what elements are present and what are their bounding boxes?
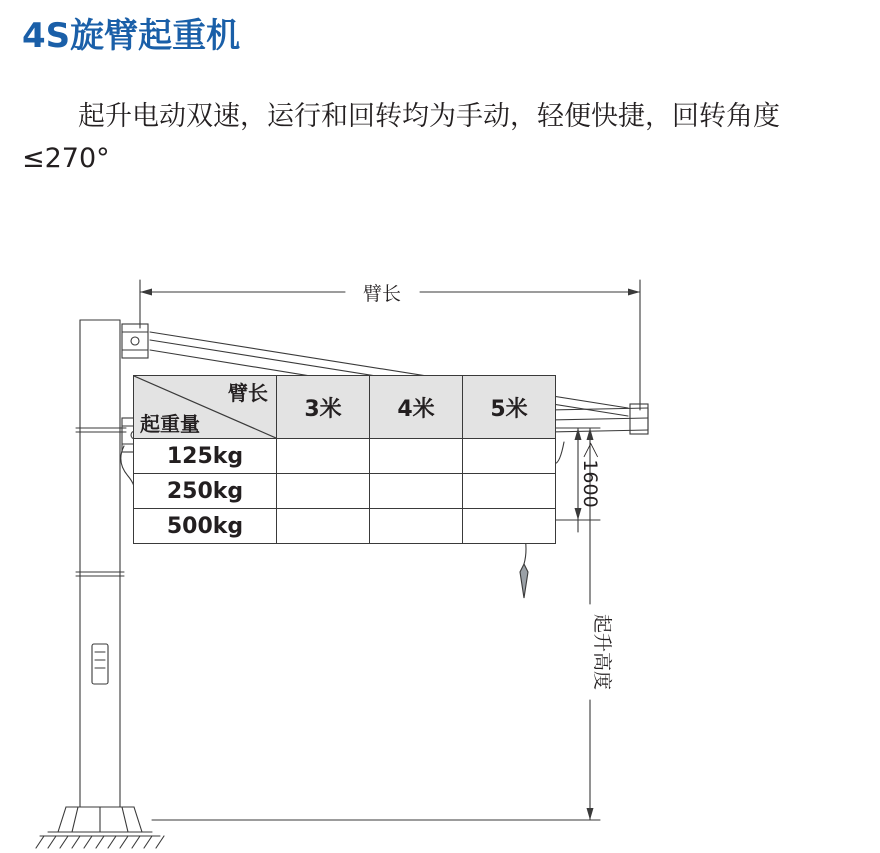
product-description: 起升电动双速，运行和回转均为手动，轻便快捷，回转角度≤270° — [22, 101, 780, 174]
dimension-hook-height-label: ＜1600 — [579, 440, 601, 508]
column-header-4m: 4米 — [370, 376, 463, 439]
cell-125kg-3m — [277, 439, 370, 474]
table-row — [134, 509, 556, 544]
table-row — [134, 439, 556, 474]
cell-125kg-5m — [463, 439, 556, 474]
row-header-250kg: 250kg — [134, 474, 277, 509]
column-header-5m: 5米 — [463, 376, 556, 439]
specification-table — [133, 375, 556, 544]
dimension-lift-height-label: 起升高度 — [591, 613, 613, 691]
table-header-row — [134, 376, 556, 439]
crane-base — [36, 807, 164, 848]
crane-mast — [76, 320, 124, 807]
table-row — [134, 474, 556, 509]
cell-500kg-4m — [370, 509, 463, 544]
upper-pivot-bearing — [122, 324, 148, 358]
cell-250kg-5m — [463, 474, 556, 509]
row-header-500kg: 500kg — [134, 509, 277, 544]
dimension-arm-length-label: 臂长 — [362, 283, 402, 305]
row-header-125kg: 125kg — [134, 439, 277, 474]
corner-label-arm-length: 臂长 — [228, 381, 268, 405]
corner-label-capacity: 起重量 — [140, 412, 200, 436]
cell-500kg-5m — [463, 509, 556, 544]
table-corner-cell — [134, 376, 277, 439]
page-title: 4S旋臂起重机 — [22, 16, 241, 56]
cell-250kg-4m — [370, 474, 463, 509]
cell-250kg-3m — [277, 474, 370, 509]
column-header-3m: 3米 — [277, 376, 370, 439]
cell-125kg-4m — [370, 439, 463, 474]
cell-500kg-3m — [277, 509, 370, 544]
